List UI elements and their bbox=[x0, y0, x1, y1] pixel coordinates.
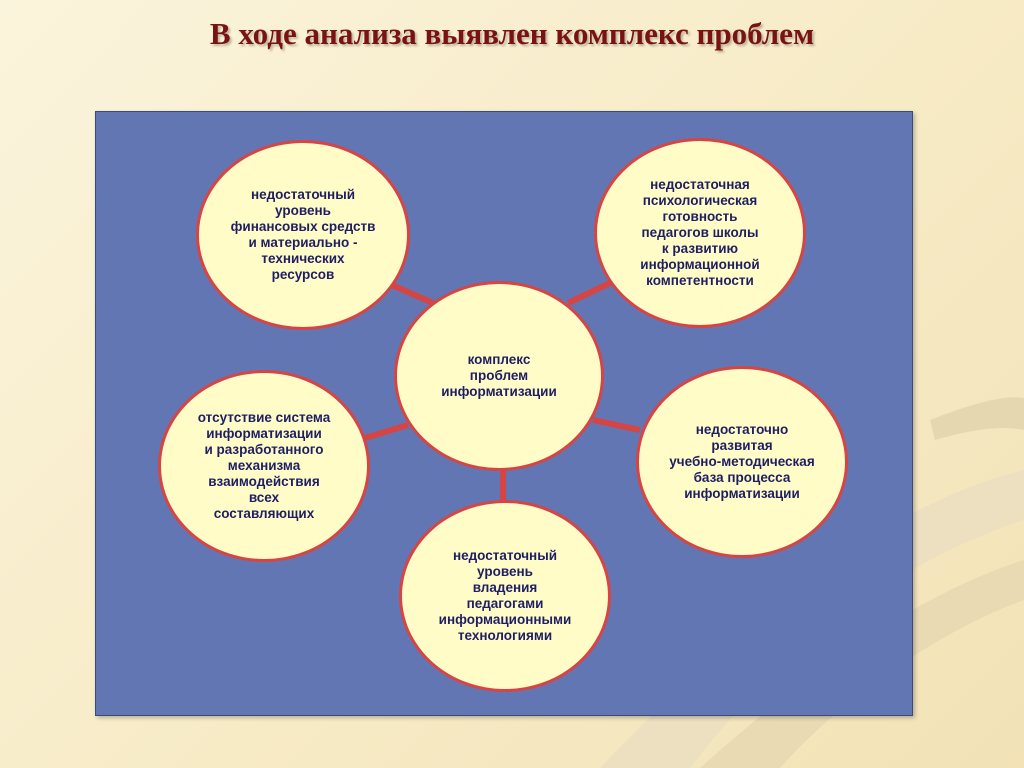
slide-title: В ходе анализа выявлен комплекс проблем bbox=[209, 16, 815, 51]
node-top-right bbox=[594, 138, 806, 328]
node-bottom bbox=[399, 500, 611, 692]
node-top-right-label: недостаточная психологическая готовность педагогов школы к развитию информационной компетентности bbox=[640, 177, 760, 288]
center-node-label: комплекс проблем информатизации bbox=[441, 352, 557, 399]
node-bottom-label: недостаточный уровень владения педагогами информационными технологиями bbox=[438, 548, 572, 643]
node-middle-left-label: отсутствие система информатизации и разработанного механизма взаимодействия всех составляющих bbox=[197, 410, 331, 521]
node-middle-right bbox=[636, 366, 848, 558]
node-top-left-label: недостаточный уровень финансовых средств и материально - технических ресурсов bbox=[230, 187, 376, 282]
connector-top-left bbox=[392, 285, 433, 303]
node-middle-left bbox=[158, 370, 370, 562]
connector-middle-right bbox=[593, 420, 640, 430]
center-node bbox=[394, 281, 604, 471]
connector-top-right bbox=[568, 283, 610, 303]
node-middle-right-label: недостаточно развитая учебно-методическая база процесса информатизации bbox=[669, 422, 815, 501]
node-top-left bbox=[196, 140, 410, 330]
connector-middle-left bbox=[365, 425, 408, 438]
